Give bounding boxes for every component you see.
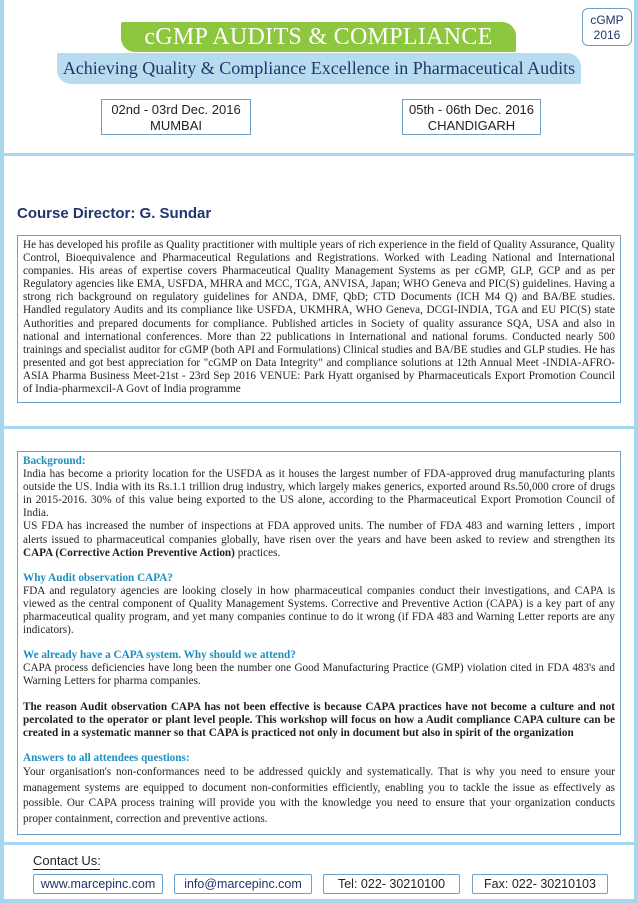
badge-line2: 2016: [593, 28, 621, 42]
contact-underline: [33, 869, 100, 870]
section-divider: [0, 426, 638, 429]
website-link[interactable]: www.marcepinc.com: [33, 874, 163, 894]
capa-term: CAPA (Corrective Action Preventive Action): [23, 546, 235, 559]
director-bio: He has developed his profile as Quality practitioner with multiple years of rich experience in the field of Quality Assurance, Quality Control, Bioequivalence and Pharmaceutical Regulations and Registrations. Worked with Leading National and International companies. His areas of expertise covers Pharmaceutical Quality Management Systems as per cGMP, GLP, GCP and as per Regulatory agencies like EMA, USFDA, MHRA and MCC, TGA, ANVISA, Japan; WHO Geneva and PIC(S) guidelines. Having a strong rich background on regulatory guidelines for ANDA, DMF, QbD; CTD Documents (ICH M4 Q) and BA/BE studies. Handled regulatory Audits and its compliance like USFDA, UKMHRA, WHO Geneva, DCGI-INDIA, TGA and EU PIC(S) state Authorities and prepared documents for compliance. Published articles in Society of quality assurance SQA, USA and also in national and international conferences. More than 22 publications in International and national forums. Conducted nearly 500 trainings and specialist auditor for cGMP (both API and Formulations) Clinical studies and BA/BE studies and GLP studies. He has presented and got best appreciation for "cGMP on Data Integrity" and compliance solutions at 12th Annual Meet -INDIA-AFRO-ASIA Pharma Business Meet-21st - 23rd Sep 2016 VENUE: Park Hyatt organised by Pharmaceuticals Export Promotion Council of India-pharmexcil-A Govt of India programme: [23, 239, 615, 396]
left-frame-border: [0, 0, 4, 903]
why-text: FDA and regulatory agencies are looking closely in how pharmaceutical companies conduct their investigations, and CAPA is viewed as the central component of Quality Management Systems. Corrective and Preventive Action (CAPA) is a key part of any pharmaceutical quality program, and yet many companies continue to do it wrong (if FDA 483 and Warning Letter reports are any indicators).: [23, 584, 615, 637]
badge-line1: cGMP: [590, 13, 624, 27]
why-heading: Why Audit observation CAPA?: [23, 571, 173, 584]
director-heading: Course Director: G. Sundar: [17, 205, 212, 222]
cgmp-badge: [582, 8, 632, 46]
fax-number: Fax: 022- 30210103: [472, 874, 608, 894]
email-link[interactable]: info@marcepinc.com: [174, 874, 312, 894]
date-box-mumbai: [101, 99, 251, 135]
attend-heading: We already have a CAPA system. Why should we attend?: [23, 649, 296, 662]
background-para2-end: practices.: [234, 546, 281, 559]
date-mumbai-dates: 02nd - 03rd Dec. 2016: [111, 102, 241, 117]
right-frame-border: [634, 0, 638, 903]
answers-heading: Answers to all attendees questions:: [23, 751, 190, 764]
section-divider: [0, 842, 638, 845]
background-para2: [23, 520, 615, 559]
answers-text: Your organisation's non-conformances need to be addressed quickly and systematically. That is why you need to ensure your management systems are equipped to document non-conformities efficiently, enabling you to tackle the issue as effectively as possible. Our CAPA process training will provide you with the knowledge you need to ensure that your organization conducts proper containment, correction and preventive actions.: [23, 765, 615, 826]
contact-label: Contact Us:: [33, 853, 101, 868]
date-box-chandigarh: [402, 99, 541, 135]
attend-text: CAPA process deficiencies have long been the number one Good Manufacturing Practice (GMP) violation cited in FDA 483's and Warning Letters for pharma companies.: [23, 662, 615, 688]
date-mumbai-city: MUMBAI: [150, 118, 202, 133]
reason-text: The reason Audit observation CAPA has not been effective is because CAPA practices have not become a culture and not percolated to the operator or plant level people. This workshop will focus on how a Audit compliance CAPA culture can be created in a systematic manner so that CAPA is practiced not only in document but also in spirit of the organization: [23, 700, 615, 739]
director-bio-box: [17, 235, 621, 403]
background-box: [17, 451, 621, 835]
background-para2-text: US FDA has increased the number of inspections at FDA approved units. The number of FDA 483 and warning letters , import alerts issued to pharmaceutical companies globally, have risen over the years and have been asked to review and strengthen its: [23, 520, 615, 546]
page-subtitle: Achieving Quality & Compliance Excellence in Pharmaceutical Audits: [57, 53, 581, 84]
date-chandigarh-dates: 05th - 06th Dec. 2016: [408, 102, 535, 117]
page-title: cGMP AUDITS & COMPLIANCE: [121, 22, 516, 52]
telephone-number: Tel: 022- 30210100: [323, 874, 460, 894]
bottom-frame-border: [0, 899, 638, 903]
background-para1: India has become a priority location for the USFDA as it houses the largest number of FDA-approved drug manufacturing plants outside the US. India with its Rs.1.1 trillion drug industry, which largely makes generics, exported around Rs.50,000 crore of drugs in 2015-2016. 30% of this value being exported to the US alone, according to the Pharmaceutical Export Promotion Council of India.: [23, 468, 615, 520]
section-divider: [0, 153, 638, 156]
date-chandigarh-city: CHANDIGARH: [427, 118, 516, 133]
background-heading: Background:: [23, 455, 86, 467]
